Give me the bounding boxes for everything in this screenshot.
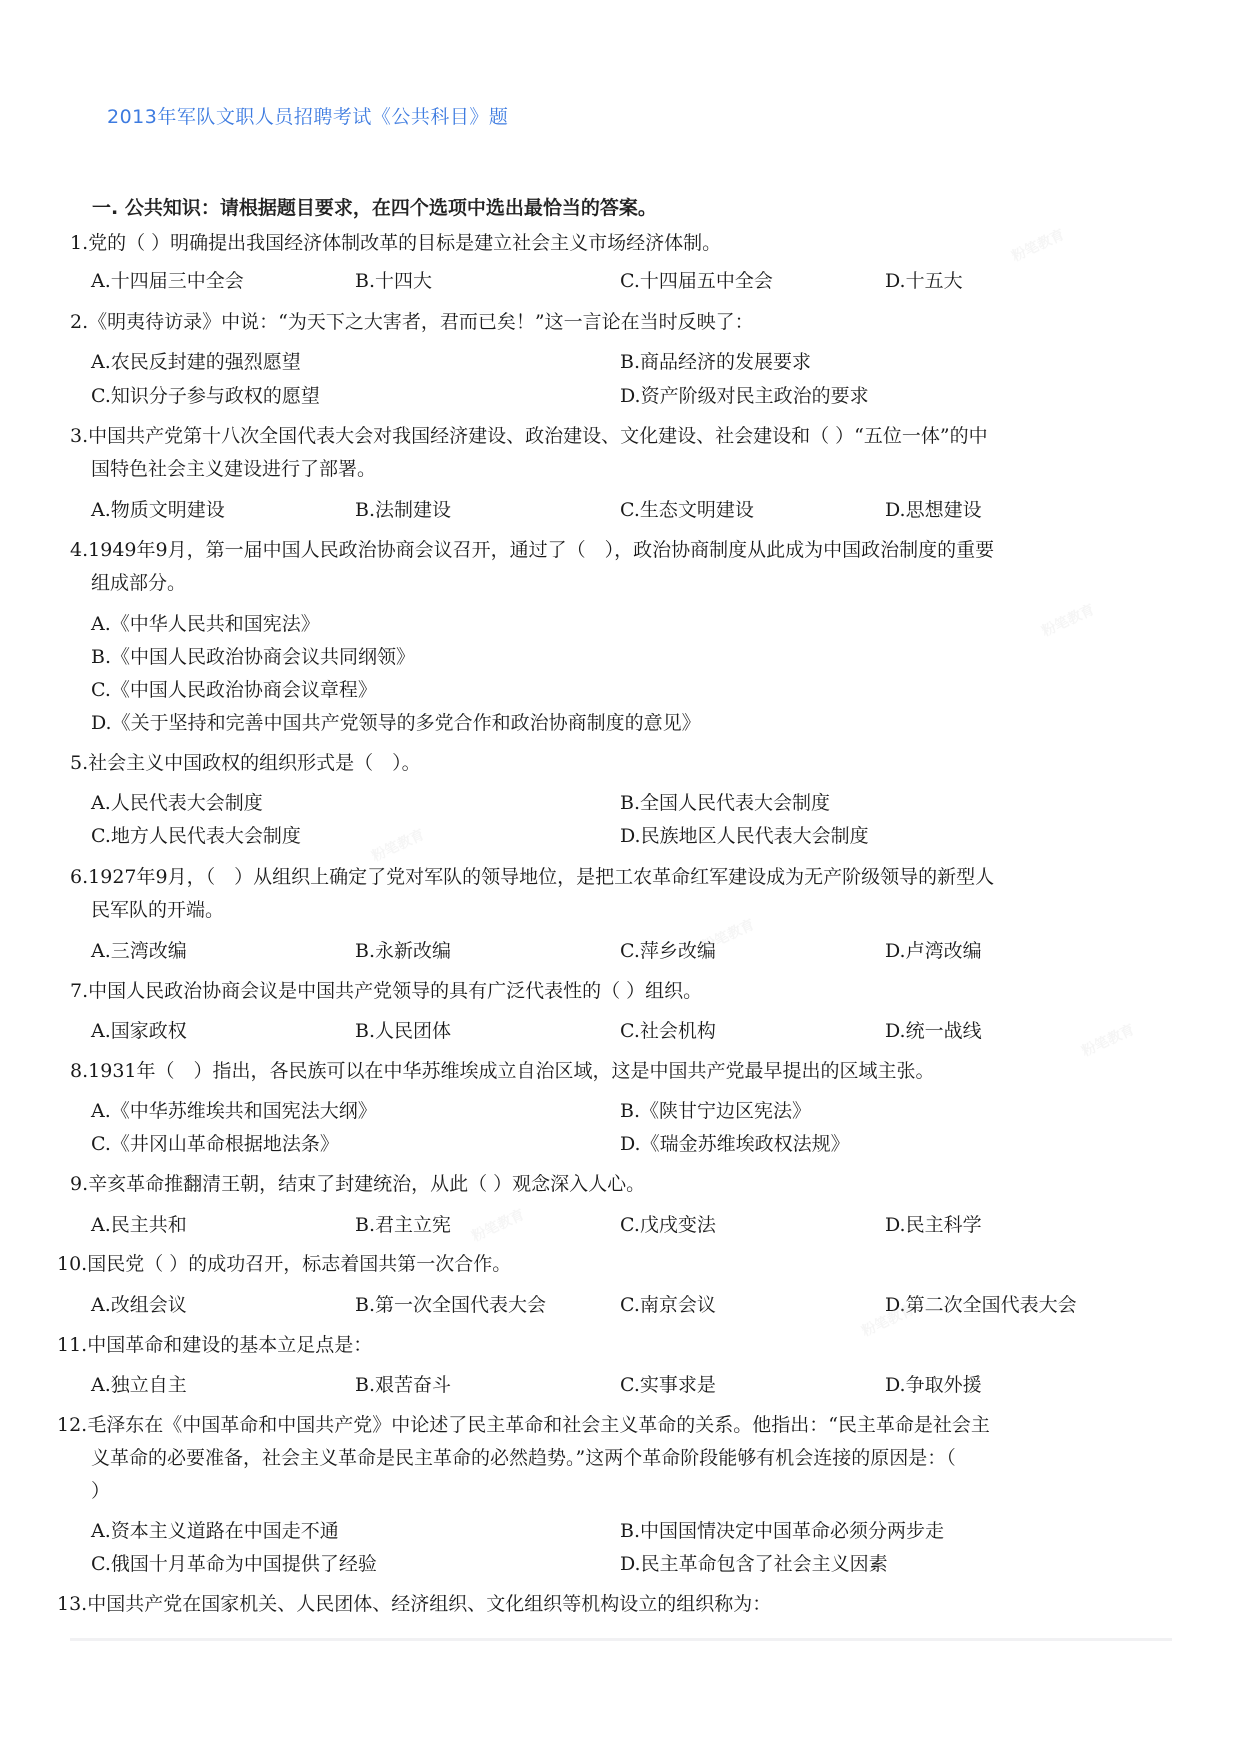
question-stem-continued: 组成部分。: [91, 572, 187, 594]
option-b: B.《陕甘宁边区宪法》: [620, 1100, 812, 1122]
option-b: B.《中国人民政治协商会议共同纲领》: [91, 646, 416, 668]
question-stem-continued: 义革命的必要准备，社会主义革命是民主革命的必然趋势。”这两个革命阶段能够有机会连接的原因是：（: [91, 1447, 956, 1469]
option-d: D.争取外援: [885, 1374, 982, 1396]
option-c: C.南京会议: [620, 1294, 716, 1316]
section-heading: 一. 公共知识：请根据题目要求，在四个选项中选出最恰当的答案。: [92, 197, 657, 219]
option-a: A.国家政权: [91, 1020, 187, 1042]
question-stem: 毛泽东在《中国革命和中国共产党》中论述了民主革命和社会主义革命的关系。他指出：“民主革命是社会主: [87, 1414, 990, 1436]
option-a: A.资本主义道路在中国走不通: [91, 1520, 339, 1542]
watermark: 粉笔教育: [859, 1301, 918, 1340]
option-c: C.社会机构: [620, 1020, 716, 1042]
question-13: 13.中国共产党在国家机关、人民团体、经济组织、文化组织等机构设立的组织称为：: [57, 1593, 772, 1615]
watermark: 粉笔教育: [1039, 601, 1098, 640]
watermark: 粉笔教育: [1079, 1021, 1138, 1060]
question-8: 8.1931年（ ）指出，各民族可以在中华苏维埃成立自治区域，这是中国共产党最早提出的区域主张。: [70, 1060, 935, 1082]
watermark: 粉笔教育: [699, 916, 758, 955]
option-b: B.第一次全国代表大会: [355, 1294, 547, 1316]
option-c: C.俄国十月革命为中国提供了经验: [91, 1553, 377, 1575]
option-d: D.思想建设: [885, 499, 982, 521]
watermark: 粉笔教育: [1009, 226, 1068, 265]
option-d: D.十五大: [885, 270, 963, 292]
question-3: 3.中国共产党第十八次全国代表大会对我国经济建设、政治建设、文化建设、社会建设和（ ）“五位一体”的中: [70, 425, 988, 447]
question-stem: 1927年9月，（ ）从组织上确定了党对军队的领导地位，是把工农革命红军建设成为无产阶级领导的新型人: [88, 866, 995, 888]
question-9: 9.辛亥革命推翻清王朝，结束了封建统治，从此（ ）观念深入人心。: [70, 1173, 646, 1195]
option-d: D.民主科学: [885, 1214, 982, 1236]
option-a: A.三湾改编: [91, 940, 187, 962]
question-stem-continued: 民军队的开端。: [91, 899, 225, 921]
option-b: B.中国国情决定中国革命必须分两步走: [620, 1520, 945, 1542]
question-5: 5.社会主义中国政权的组织形式是（ ）。: [70, 752, 421, 774]
question-stem: 中国共产党在国家机关、人民团体、经济组织、文化组织等机构设立的组织称为：: [87, 1593, 772, 1615]
option-d: D.统一战线: [885, 1020, 982, 1042]
option-d: D.《瑞金苏维埃政权法规》: [620, 1133, 850, 1155]
option-d: D.《关于坚持和完善中国共产党领导的多党合作和政治协商制度的意见》: [91, 712, 701, 734]
watermark: 粉笔教育: [369, 826, 428, 865]
option-a: A.《中华苏维埃共和国宪法大纲》: [91, 1100, 377, 1122]
question-2: 2.《明夷待访录》中说：“为天下之大害者，君而已矣！”这一言论在当时反映了：: [70, 311, 754, 333]
option-b: B.全国人民代表大会制度: [620, 792, 831, 814]
question-stem-continued: ）: [91, 1480, 111, 1502]
option-b: B.十四大: [355, 270, 433, 292]
question-stem: 辛亥革命推翻清王朝，结束了封建统治，从此（ ）观念深入人心。: [88, 1173, 646, 1195]
question-stem: 中国人民政治协商会议是中国共产党领导的具有广泛代表性的（ ）组织。: [88, 980, 703, 1002]
question-stem-continued: 国特色社会主义建设进行了部署。: [91, 458, 377, 480]
option-b: B.艰苦奋斗: [355, 1374, 452, 1396]
page-divider: [70, 1638, 1172, 1641]
question-7: 7.中国人民政治协商会议是中国共产党领导的具有广泛代表性的（ ）组织。: [70, 980, 703, 1002]
option-c: C.萍乡改编: [620, 940, 716, 962]
question-stem: 1949年9月，第一届中国人民政治协商会议召开，通过了（ ），政治协商制度从此成为中国政治制度的重要: [88, 539, 995, 561]
option-a: A.人民代表大会制度: [91, 792, 263, 814]
option-a: A.物质文明建设: [91, 499, 225, 521]
option-b: B.法制建设: [355, 499, 452, 521]
question-4: 4.1949年9月，第一届中国人民政治协商会议召开，通过了（ ），政治协商制度从此成为中国政治制度的重要: [70, 539, 995, 561]
question-stem: 国民党（ ）的成功召开，标志着国共第一次合作。: [87, 1253, 512, 1275]
option-a: A.改组会议: [91, 1294, 187, 1316]
option-d: D.资产阶级对民主政治的要求: [620, 385, 869, 407]
option-b: B.君主立宪: [355, 1214, 452, 1236]
question-1: 1.党的（ ）明确提出我国经济体制改革的目标是建立社会主义市场经济体制。: [70, 232, 722, 254]
option-a: A.《中华人民共和国宪法》: [91, 613, 320, 635]
option-a: A.独立自主: [91, 1374, 187, 1396]
option-c: C.地方人民代表大会制度: [91, 825, 301, 847]
option-c: C.十四届五中全会: [620, 270, 773, 292]
option-c: C.实事求是: [620, 1374, 716, 1396]
option-d: D.第二次全国代表大会: [885, 1294, 1077, 1316]
option-c: C.生态文明建设: [620, 499, 754, 521]
option-c: C.戊戌变法: [620, 1214, 716, 1236]
question-stem: 中国共产党第十八次全国代表大会对我国经济建设、政治建设、文化建设、社会建设和（ ）“五位一体”的中: [88, 425, 988, 447]
question-stem: 《明夷待访录》中说：“为天下之大害者，君而已矣！”这一言论在当时反映了：: [88, 311, 754, 333]
option-c: C.《中国人民政治协商会议章程》: [91, 679, 377, 701]
option-a: A.民主共和: [91, 1214, 187, 1236]
option-d: D.民主革命包含了社会主义因素: [620, 1553, 888, 1575]
option-c: C.知识分子参与政权的愿望: [91, 385, 320, 407]
question-stem: 社会主义中国政权的组织形式是（ ）。: [88, 752, 421, 774]
option-a: A.农民反封建的强烈愿望: [91, 351, 301, 373]
option-b: B.商品经济的发展要求: [620, 351, 812, 373]
question-12: 12.毛泽东在《中国革命和中国共产党》中论述了民主革命和社会主义革命的关系。他指出：“民主革命是社会主: [57, 1414, 990, 1436]
option-a: A.十四届三中全会: [91, 270, 244, 292]
document-title: 2013年军队文职人员招聘考试《公共科目》题: [107, 106, 509, 128]
question-10: 10.国民党（ ）的成功召开，标志着国共第一次合作。: [57, 1253, 512, 1275]
question-stem: 中国革命和建设的基本立足点是：: [87, 1334, 373, 1356]
question-11: 11.中国革命和建设的基本立足点是：: [57, 1334, 373, 1356]
option-d: D.卢湾改编: [885, 940, 982, 962]
option-b: B.人民团体: [355, 1020, 452, 1042]
question-6: 6.1927年9月，（ ）从组织上确定了党对军队的领导地位，是把工农革命红军建设成为无产阶级领导的新型人: [70, 866, 995, 888]
option-d: D.民族地区人民代表大会制度: [620, 825, 869, 847]
option-b: B.永新改编: [355, 940, 452, 962]
question-stem: 1931年（ ）指出，各民族可以在中华苏维埃成立自治区域，这是中国共产党最早提出的区域主张。: [88, 1060, 935, 1082]
question-stem: 党的（ ）明确提出我国经济体制改革的目标是建立社会主义市场经济体制。: [88, 232, 722, 254]
watermark: 粉笔教育: [469, 1206, 528, 1245]
option-c: C.《井冈山革命根据地法条》: [91, 1133, 339, 1155]
